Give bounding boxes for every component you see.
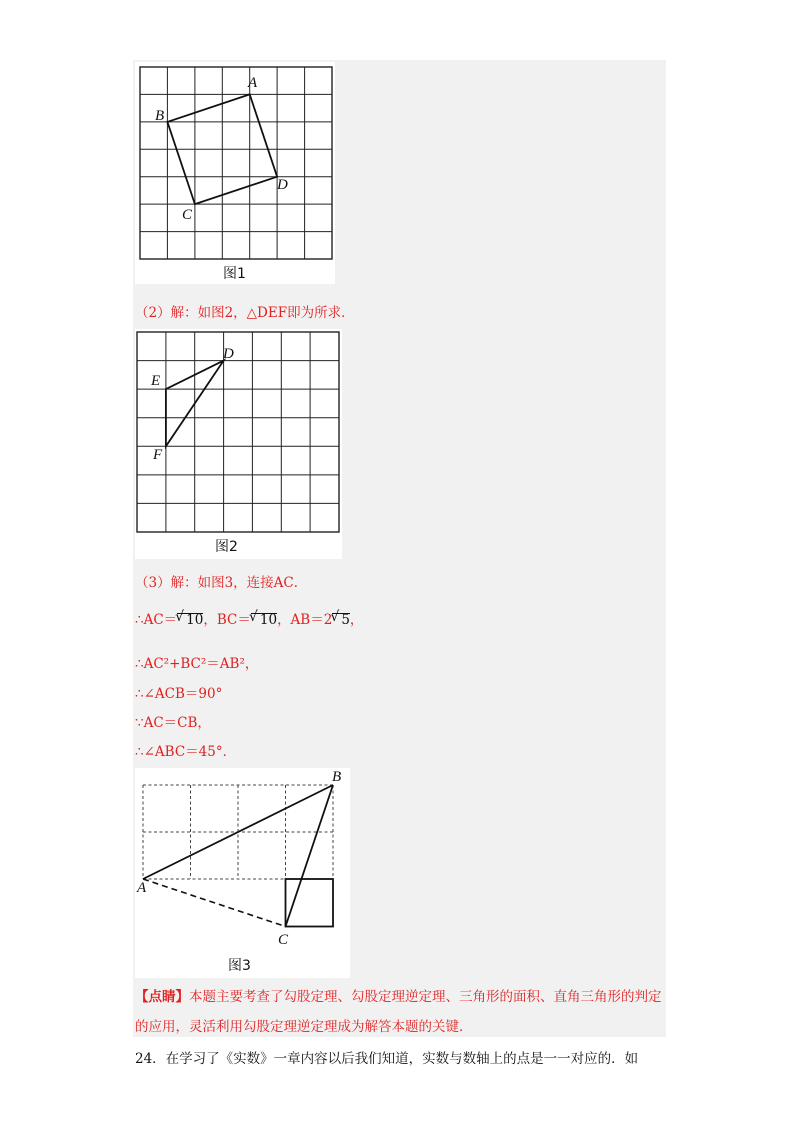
point-label-f: F bbox=[153, 447, 163, 463]
point-label-a: A bbox=[137, 880, 147, 896]
point-label-e: E bbox=[151, 373, 161, 389]
figure-1-caption: 图1 bbox=[223, 266, 246, 282]
part-2-text: （2）解：如图2，△DEF即为所求． bbox=[135, 305, 355, 321]
figure-2-caption: 图2 bbox=[215, 539, 238, 555]
part-3-intro: （3）解：如图3，连接AC． bbox=[135, 575, 308, 591]
figure-3 bbox=[135, 768, 350, 978]
point-label-d: D bbox=[277, 177, 288, 193]
segment-ac bbox=[143, 879, 286, 927]
part-3-line-3: ∴∠ACB＝90° bbox=[135, 686, 223, 702]
point-label-b: B bbox=[155, 108, 165, 124]
part-3-line-5: ∴∠ABC＝45°． bbox=[135, 744, 237, 760]
figure-2 bbox=[135, 329, 342, 559]
point-label-b: B bbox=[332, 769, 342, 785]
figure-1 bbox=[135, 62, 335, 284]
figure-3-caption: 图3 bbox=[228, 958, 251, 974]
sqrt-10: √ 10 bbox=[177, 613, 203, 626]
point-label-a: A bbox=[248, 75, 258, 91]
comment-tag: 【点睛】 bbox=[135, 989, 189, 1005]
question-24: 24．在学习了《实数》一章内容以后我们知道，实数与数轴上的点是一一对应的．如 bbox=[135, 1051, 639, 1067]
segment-bc bbox=[286, 785, 334, 927]
comment-block bbox=[135, 982, 665, 1042]
point-label-c: C bbox=[278, 932, 289, 948]
part-3-line-2: ∴AC²+BC²＝AB²， bbox=[135, 656, 259, 672]
sqrt-10: √ 10 bbox=[251, 613, 277, 626]
part-3-line-4: ∵AC＝CB， bbox=[135, 715, 211, 731]
point-label-c: C bbox=[182, 207, 193, 223]
comment-text: 本题主要考查了勾股定理、勾股定理逆定理、三角形的面积、直角三角形的判定的应用，灵活利用勾股定理逆定理成为解答本题的关键． bbox=[135, 989, 662, 1035]
point-label-d: D bbox=[223, 346, 234, 362]
part-3-line-1: ∴AC＝√ 10，BC＝√ 10，AB＝2√ 5， bbox=[135, 608, 363, 628]
sqrt-5: √ 5 bbox=[332, 613, 350, 626]
